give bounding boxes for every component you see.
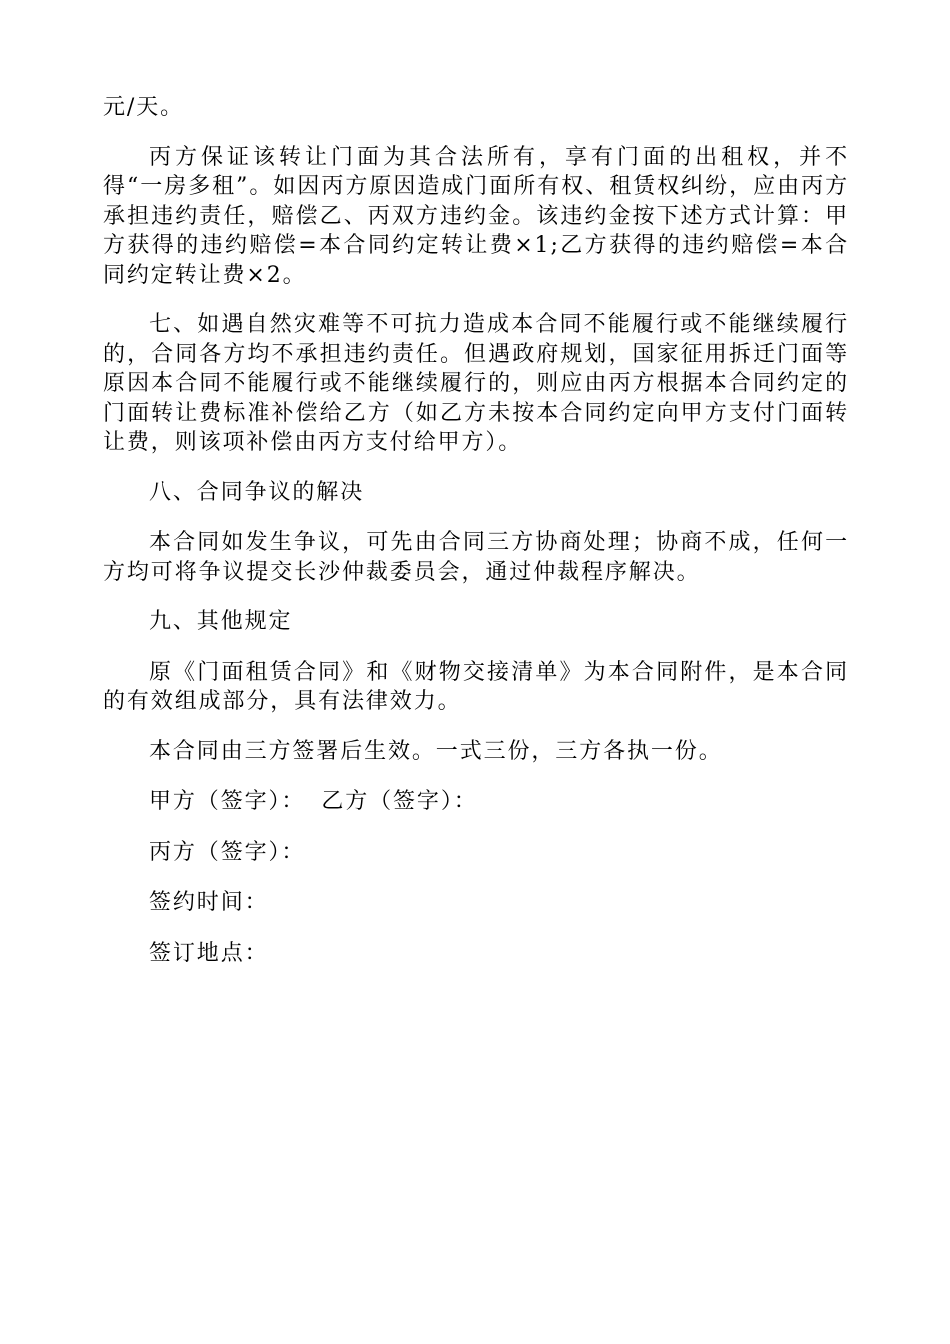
heading-dispute: 八、合同争议的解决: [149, 479, 365, 505]
paragraph-force-majeure: 七、如遇自然灾难等不可抗力造成本合同不能履行或不能继续履行的，合同各方均不承担违约责任。但遇政府规划，国家征用拆迁门面等原因本合同不能履行或不能继续履行的，则应由丙方根据本合同约定的门面转让费标准补偿给乙方（如乙方未按本合同约定向甲方支付门面转让费，则该项补偿由丙方支付给甲方）。: [103, 312, 849, 455]
paragraph-rate-end: 元/天。: [103, 95, 185, 120]
paragraph-effective: 本合同由三方签署后生效。一式三份，三方各执一份。: [149, 738, 723, 764]
signature-party-c: 丙方（签字）：: [149, 839, 306, 865]
heading-other-provisions: 九、其他规定: [149, 609, 293, 634]
signature-row-a-b: [103, 787, 849, 817]
paragraph-dispute: 本合同如发生争议，可先由合同三方协商处理；协商不成，任何一方均可将争议提交长沙仲裁委员会，通过仲裁程序解决。: [103, 530, 849, 585]
signature-party-a: 甲方（签字）：: [149, 789, 306, 814]
paragraph-attachments: 原《门面租赁合同》和《财物交接清单》为本合同附件，是本合同的有效组成部分，具有法律效力。: [103, 659, 849, 714]
signature-party-b: 乙方（签字）：: [321, 789, 478, 814]
signing-place: 签订地点：: [149, 940, 269, 966]
paragraph-guarantee: 丙方保证该转让门面为其合法所有，享有门面的出租权，并不得“一房多租”。如因丙方原因造成门面所有权、租赁权纠纷，应由丙方承担违约责任，赔偿乙、丙双方违约金。该违约金按下述方式计算：甲方获得的违约赔偿=本合同约定转让费×1;乙方获得的违约赔偿=本合同约定转让费×2。: [103, 144, 849, 288]
signing-time: 签约时间：: [149, 890, 269, 915]
document-body: [103, 93, 849, 989]
